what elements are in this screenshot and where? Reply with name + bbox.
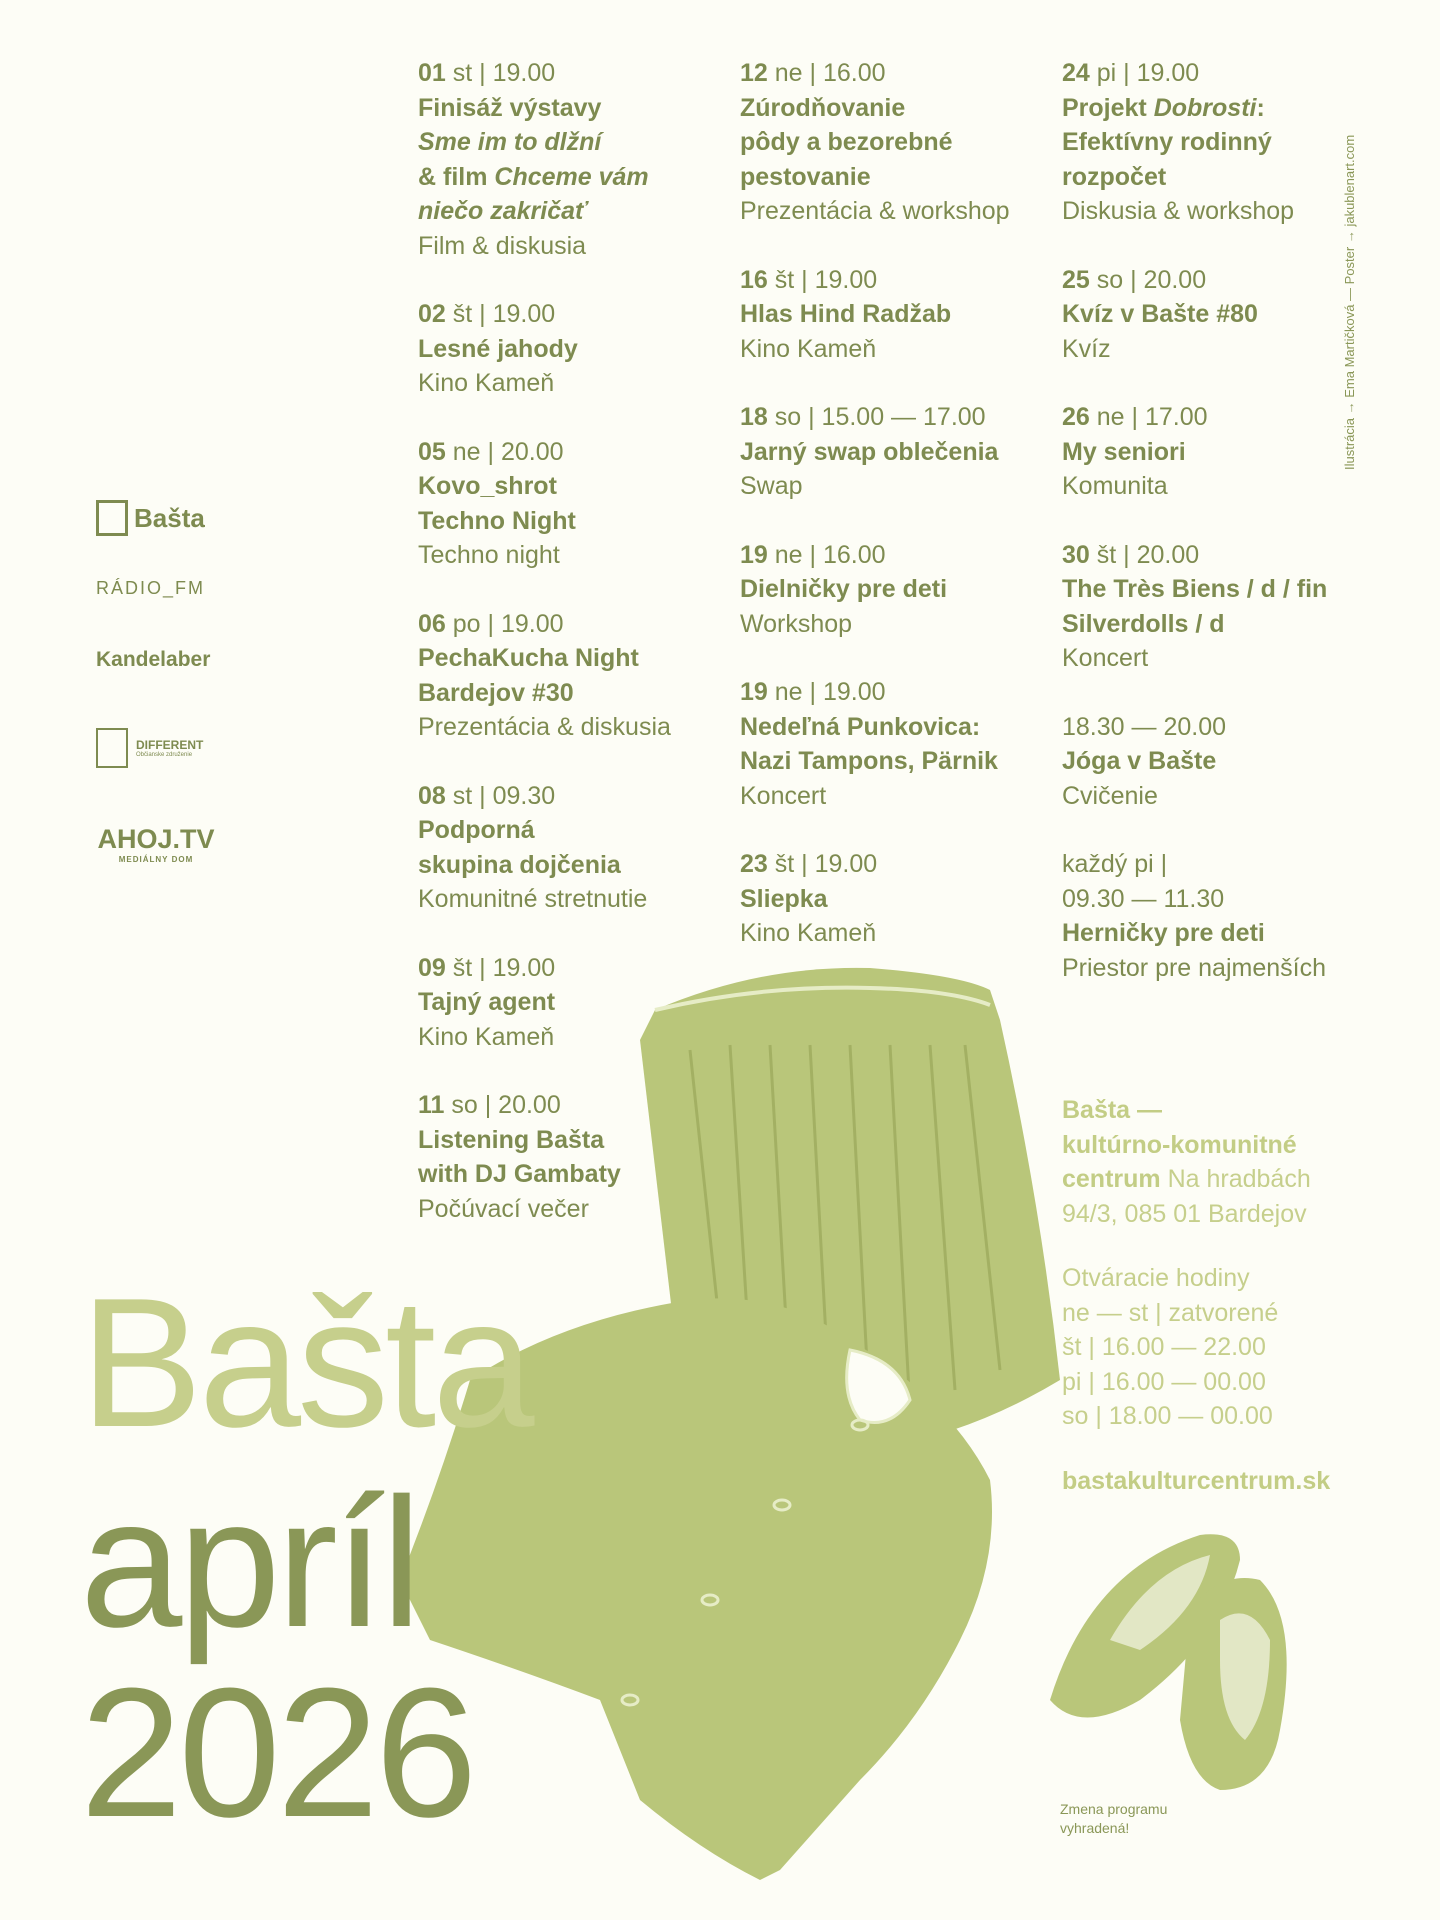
event-item: 02 št | 19.00 Lesné jahody Kino Kameň bbox=[418, 300, 578, 397]
credits: Ilustrácia → Ema Martičková — Poster → jakublenart.com bbox=[1342, 134, 1357, 470]
shoes-illustration bbox=[1050, 1534, 1287, 1790]
event-item: 25 so | 20.00 Kvíz v Bašte #80 Kvíz bbox=[1062, 265, 1258, 363]
logo-ahoj-tv: AHOJ.TV MEDIÁLNY DOM bbox=[97, 824, 215, 864]
event-item: 01 st | 19.00 Finisáž výstavy Sme im to dlžní & film Chceme vám niečo zakričať Film & diskusia bbox=[418, 59, 649, 260]
event-item: 26 ne | 17.00 My seniori Komunita bbox=[1062, 403, 1208, 500]
program-note: Zmena programu vyhradená! bbox=[1060, 1801, 1168, 1836]
big-title-year: 2026 bbox=[80, 1649, 474, 1855]
event-item: 08 st | 09.30 Podporná skupina dojčenia Komunitné stretnutie bbox=[418, 781, 648, 913]
logo-different: DIFFERENT Občianske združenie bbox=[96, 728, 256, 768]
event-item: 19 ne | 19.00 Nedeľná Punkovica: Nazi Tampons, Pärnik Koncert bbox=[740, 678, 998, 810]
logo-basta: Bašta bbox=[96, 498, 256, 538]
program-column-3 bbox=[1062, 56, 1362, 1532]
website-link[interactable]: bastakulturcentrum.sk bbox=[1062, 1466, 1331, 1495]
big-title-venue: Bašta bbox=[80, 1259, 531, 1465]
opening-hours: Otváracie hodiny ne — st | zatvorené št | 16.00 — 22.00 pi | 16.00 — 00.00 so | 18.00 — 00.00 bbox=[1062, 1264, 1279, 1430]
event-item: 23 št | 19.00 Sliepka Kino Kameň bbox=[740, 850, 878, 947]
event-item: 24 pi | 19.00 Projekt Dobrosti: Efektívny rodinný rozpočet Diskusia & workshop bbox=[1062, 59, 1295, 225]
logo-kandelaber: Kandelaber bbox=[96, 648, 211, 671]
event-item: každý pi | 09.30 — 11.30 Herničky pre deti Priestor pre najmenších bbox=[1062, 850, 1327, 982]
event-item: 11 so | 20.00 Listening Bašta with DJ Gambaty Počúvací večer bbox=[418, 1091, 621, 1223]
event-item: 30 št | 20.00 The Très Biens / d / fin Silverdolls / d Koncert bbox=[1062, 540, 1328, 672]
basta-icon bbox=[96, 500, 128, 536]
program-column-2 bbox=[740, 56, 1040, 985]
event-item: 09 št | 19.00 Tajný agent Kino Kameň bbox=[418, 953, 556, 1051]
venue-info: Bašta — kultúrno-komunitné centrum Na hradbách 94/3, 085 01 Bardejov bbox=[1062, 1096, 1311, 1228]
logo-radio-fm: RÁDIO_FM bbox=[96, 578, 206, 598]
partner-logos bbox=[96, 498, 256, 864]
event-item: 19 ne | 16.00 Dielničky pre deti Workshop bbox=[740, 540, 948, 638]
event-item: 18 so | 15.00 — 17.00 Jarný swap oblečenia Swap bbox=[740, 403, 999, 500]
different-icon bbox=[96, 728, 128, 768]
program-column-1 bbox=[418, 56, 718, 1260]
event-item: 12 ne | 16.00 Zúrodňovanie pôdy a bezorebné pestovanie Prezentácia & workshop bbox=[740, 59, 1010, 225]
big-title-month: apríl bbox=[80, 1459, 418, 1665]
event-item: 16 št | 19.00 Hlas Hind Radžab Kino Kameň bbox=[740, 265, 952, 363]
event-item: 05 ne | 20.00 Kovo_shrot Techno Night Techno night bbox=[418, 437, 576, 569]
event-item: 18.30 — 20.00 Jóga v Bašte Cvičenie bbox=[1062, 712, 1227, 810]
event-item: 06 po | 19.00 PechaKucha Night Bardejov #30 Prezentácia & diskusia bbox=[418, 609, 671, 741]
